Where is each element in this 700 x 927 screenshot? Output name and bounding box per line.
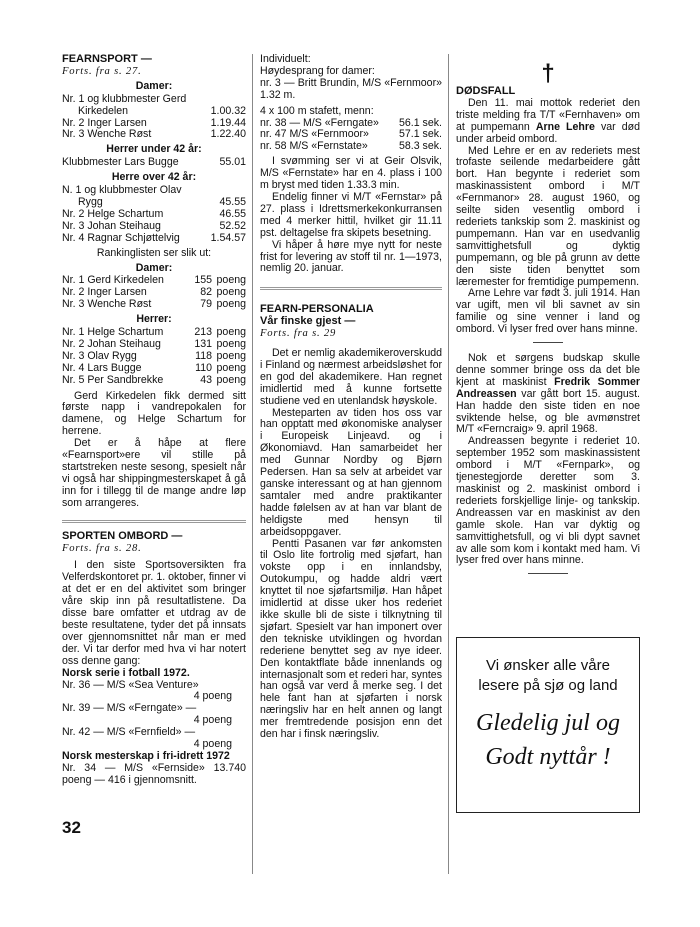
svomming-paragraph: I svømming ser vi at Geir Olsvik, M/S «Fernstate» har en 4. plass i 100 m bryst med tiden 1.33.3 min. [260,155,442,192]
ranking-name: Nr. 2 Inger Larsen [62,286,147,299]
endelig-paragraph: Endelig finner vi M/T «Fernstar» på 27. plass i Idrettsmerkekonkurransen med 4 merker hittil, hvilket gir 11.11 pst. deltagelse fra skipets besetning. [260,190,442,239]
page-number: 32 [62,818,81,837]
damer-title: Damer: [135,79,173,92]
ranking-points: 213 [194,326,212,339]
ranking-name: Nr. 5 Per Sandbrekke [62,373,164,386]
result-row [62,209,246,221]
fotball-results [62,680,246,751]
personalia-heading: FEARN-PERSONALIA [260,303,374,316]
haper-paragraph: Vi håper å høre mye nytt for neste frist for levering av stoff til nr. 1—1973, nemlig 20. januar. [260,238,442,275]
column-divider-right [448,54,449,874]
individuelt-label: Individuelt: [260,53,311,65]
result-name: Nr. 2 Helge Schartum [62,207,164,220]
personalia-continued: Forts. fra s. 29 [260,328,337,340]
ranking-herrer-title: Herrer: [136,313,172,326]
stafett-team: nr. 38 — M/S «Ferngate» [260,116,379,129]
fearnsport-paragraph: Gerd Kirkedelen fikk dermed sitt første napp i vandrepokalen for damene, og Helge Schartum for herrene. [62,389,246,438]
ranking-name: Nr. 1 Helge Schartum [62,326,164,339]
greeting-script: Godt nyttår ! [485,744,611,770]
result-value: 46.55 [219,207,246,220]
ranking-herrer-list [62,327,246,387]
result-row [62,106,246,118]
result-name: Nr. 4 Ragnar Schjøttelvig [62,231,180,244]
short-divider [528,573,568,574]
column-right [456,54,640,574]
column-divider-left [252,54,253,874]
stafett-title: 4 x 100 m stafett, menn: [260,104,374,117]
herrer-under-title: Herrer under 42 år: [106,143,202,156]
obituary-paragraph: Den 11. mai mottok rederiet den triste melding fra T/T «Fernhaven» om at pumpemann Arne Lehre var død under arbeid ombord. [456,96,640,145]
short-divider [533,342,563,343]
friidrett-title: Norsk mesterskap i fri-idrett 1972 [62,749,230,762]
greeting-line: lesere på sjø og land [478,677,618,694]
ranking-points: 131 [194,337,212,350]
column-left [62,54,246,787]
ranking-unit: poeng [216,286,246,299]
personalia-paragraph: Pentti Pasanen var før ankomsten til Oslo lite fortrolig med sjøfart, han vokste opp i en innlandsby, Outokumpu, og hadde aldri vært knyttet til noe sjøfartsmiljø. Han håpet imidlertid at disse uker hos rederiet ikke skulle bli de siste i tilknytning til sjøfart. Spesielt var han imponert over den tekniske utviklingen og hvordan rederiene benyttet seg av nye ideer. Den kontaktflate både innenlands og internasjonalt som et rederi har, syntes han også var verd å merke seg. I det hele fant han at sjøfarten i norsk næringsliv har en helt annen og langt mer fremtredende posisjon enn det den har i finsk næringsliv. [260,537,442,741]
stafett-time: 58.3 sek. [399,140,442,153]
greeting-line: Vi ønsker alle våre [486,657,610,674]
ranking-name: Nr. 3 Wenche Røst [62,298,152,311]
ranking-damer-list [62,275,246,311]
stafett-row [260,141,442,153]
ranking-name: Nr. 1 Gerd Kirkedelen [62,274,164,287]
result-name: Rygg [78,195,103,208]
herre-over-title: Herre over 42 år: [111,171,197,184]
section-divider [260,287,442,290]
fearnsport-heading: FEARNSPORT — [62,53,152,65]
result-name: Nr. 3 Wenche Røst [62,128,152,141]
dodsfall-heading: DØDSFALL [456,85,516,97]
fearnsport-continued: Forts. fra s. 27. [62,65,142,77]
result-value: 1.54.57 [210,231,246,244]
ranking-points: 43 [200,373,212,386]
cross-icon: † [541,60,555,87]
fearnsport-paragraph: Det er å håpe at flere «Fearnsport»ere vil stille på startstreken neste sesong, spesielt når vi også har shippingmesterskapet å gå inn for i tillegg til de mange andre løp som arrangeres. [62,437,246,509]
personalia-subheading: Vår finske gjest — [260,315,356,328]
result-name: N. 1 og klubbmester Olav [62,184,182,197]
section-divider [62,520,246,523]
result-row [62,233,246,245]
obituary-paragraph: Arne Lehre var født 3. juli 1914. Han var ugift, men vil bli savnet av sin familie og sine venner i land og ombord. Vi lyser fred over hans minne. [456,287,640,336]
fotball-points: 4 poeng [193,714,232,727]
stafett-time: 57.1 sek. [399,128,442,141]
ranking-damer-title: Damer: [135,261,173,274]
ranking-name: Nr. 3 Olav Rygg [62,349,137,362]
ranking-unit: poeng [216,337,246,350]
fotball-line: Nr. 39 — M/S «Ferngate» — [62,702,197,715]
result-value: 1.00.32 [210,104,246,117]
herre-over-results [62,185,246,245]
herrer-under-results [62,157,246,169]
personalia-paragraph: Det er nemlig akademikeroverskudd i Finland og nærmest arbeidsløshet for en god del akademikere. Han regnet imidlertid med å kunne fortsette studiene ved en utenlandsk høyskole. [260,347,442,407]
result-name: Klubbmester Lars Bugge [62,156,179,169]
result-row [62,129,246,141]
ranking-points: 155 [194,274,212,287]
ranking-unit: poeng [216,274,246,287]
result-row [62,94,246,106]
ranking-name: Nr. 4 Lars Bugge [62,361,142,374]
result-value: 55.01 [219,156,246,169]
obituary-paragraph: Med Lehre er en av rederiets mest trofaste seilende medarbeidere gått bort. Han begynte i rederiet som maskinassistent ombord i M/T «Fernmanor» 28. august 1960, og seilte siden vesentlig ombord i rederiets tankskip som 2. maskinist og pumpemann. Han var en usedvanlig samvittighetsfull og dyktig pumpemann, og ble på grunn av dette den siste tiden benyttet som læremester for fremtidige pumpemenn. [456,144,640,288]
fotball-line: Nr. 36 — M/S «Sea Venture» [62,678,199,691]
ranking-intro: Rankinglisten ser slik ut: [96,246,212,259]
christmas-greeting-box [456,637,640,813]
ranking-unit: poeng [216,373,246,386]
result-value: 1.22.40 [210,128,246,141]
result-value: 1.19.44 [210,116,246,129]
ranking-unit: poeng [216,326,246,339]
result-name: Nr. 1 og klubbmester Gerd [62,92,187,105]
result-value: 45.55 [219,195,246,208]
result-value: 52.52 [219,219,246,232]
result-name: Kirkedelen [78,104,129,117]
ranking-points: 110 [195,361,212,374]
stafett-team: nr. 58 M/S «Fernstate» [260,140,368,153]
result-name: Nr. 3 Johan Steihaug [62,219,161,232]
ranking-row [62,375,246,387]
ranking-points: 118 [195,349,212,362]
ranking-row [62,351,246,363]
result-name: Nr. 2 Inger Larsen [62,116,147,129]
ranking-name: Nr. 2 Johan Steihaug [62,337,161,350]
stafett-results [260,118,442,154]
sporten-paragraph: I den siste Sportsoversikten fra Velferdskontoret pr. 1. oktober, finner vi at det er en del aktivitet som bringer våre skip inn på resultatlistene. Da disse bare omfatter et utdrag av de beste resultatene, tyder det på innsats over gjennomsnittet når man er med der. Vi tar derfor med hva vi har notert oss denne gang: [62,559,246,667]
ranking-unit: poeng [216,361,246,374]
friidrett-result: Nr. 34 — M/S «Fernside» 13.740 poeng — 416 i gjennomsnitt. [62,761,246,786]
stafett-team: nr. 47 M/S «Fernmoor» [260,128,369,141]
personalia-paragraph: Mesteparten av tiden hos oss var han opptatt med økonomiske analyser i Europeisk Linjeavd. og i Økonomiavd. Han samarbeidet her med Gunnar Nordby og Bjørn Pedersen. Han sa selv at arbeidet var ganske interessant og at han gjennom samtaler med andre praktikanter hadde følelsen av at han var blant de heldigste med hensyn til arbeidsoppgaver. [260,406,442,538]
sporten-heading: SPORTEN OMBORD — [62,529,183,542]
ranking-points: 79 [200,298,212,311]
greeting-script: Gledelig jul og [476,710,620,736]
column-middle [260,54,442,741]
fotball-points: 4 poeng [193,690,232,703]
ranking-row [62,363,246,375]
obituary-paragraph: Nok et sørgens budskap skulle denne sommer bringe oss da det ble kjent at maskinist Fredrik Sommer Andreassen var gått bort 15. august. Han hadde den siste tiden en noe sviktende helse, og ble avmønstret M/T «Ferncraig» 9. april 1968. [456,352,640,436]
ranking-unit: poeng [216,298,246,311]
fotball-points: 4 poeng [193,738,232,751]
fotball-line: Nr. 42 — M/S «Fernfield» — [62,726,196,739]
sporten-continued: Forts. fra s. 28. [62,542,142,554]
obituary-paragraph: Andreassen begynte i rederiet 10. september 1952 som maskinassistent ombord i M/T «Fernpark», og tjenestegjorde deretter som 3. maskinist og 2. maskinist ombord i rederiets forskjellige linje- og tankskip. Andreassen var en maskinist av den gamle skole. Han var dyktig og samvittighetsfull, og vi bli dypt savnet av alle som kom i kontakt med ham. Vi lyser fred over hans minne. [456,435,640,567]
stafett-time: 56.1 sek. [399,116,442,129]
hoydesprang-title: Høydesprang for damer: [260,64,375,77]
damer-results [62,94,246,142]
ranking-unit: poeng [216,349,246,362]
ranking-row [62,299,246,311]
ranking-points: 82 [200,286,212,299]
fotball-title: Norsk serie i fotball 1972. [62,666,190,679]
hoydesprang-result: nr. 3 — Britt Brundin, M/S «Fernmoor» 1.32 m. [260,76,442,101]
result-row [62,157,246,169]
result-row [62,221,246,233]
